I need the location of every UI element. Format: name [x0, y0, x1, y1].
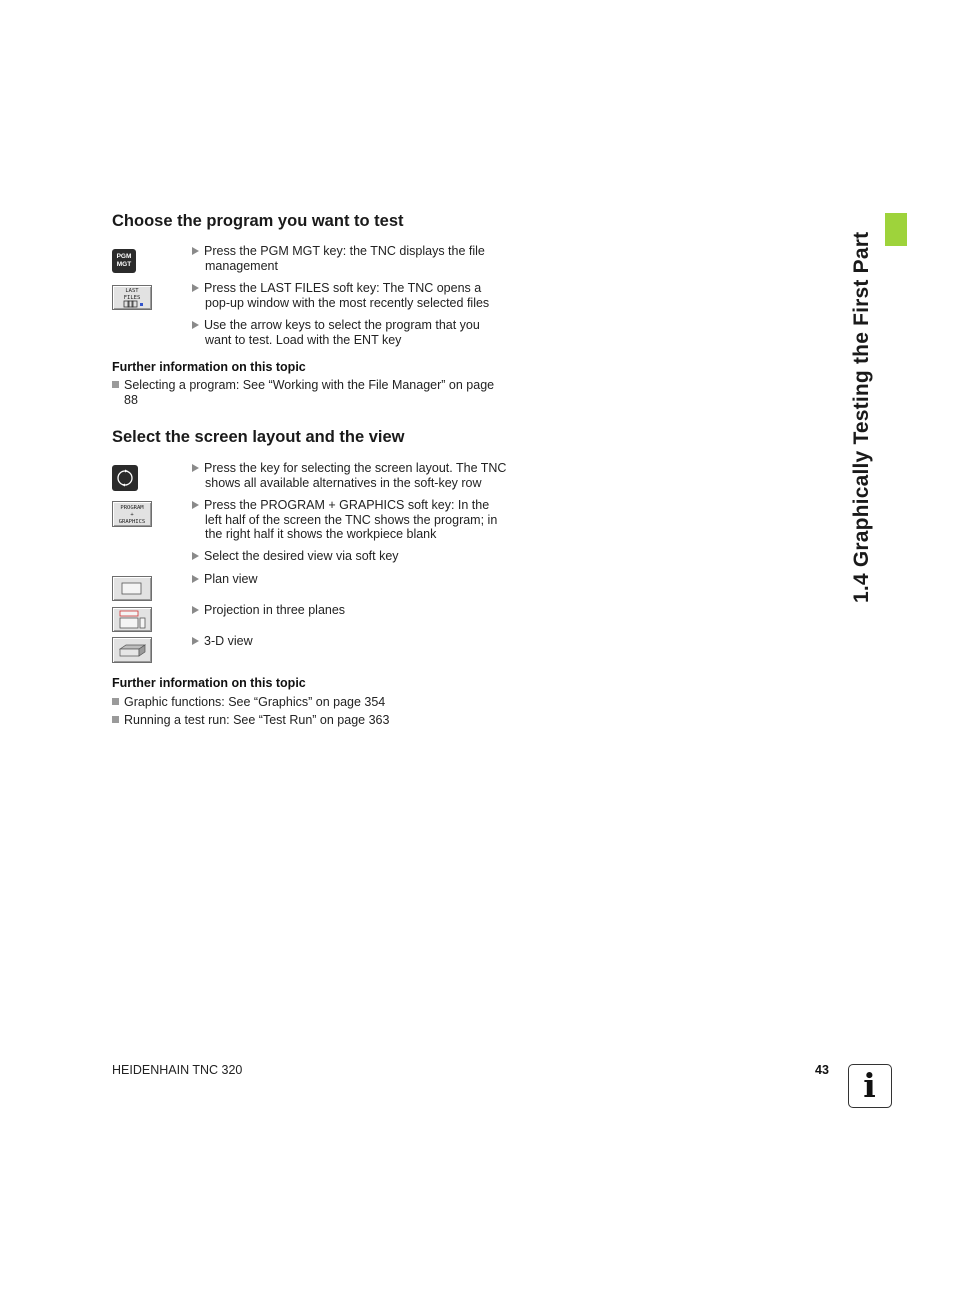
further-info-item: [112, 378, 512, 407]
chapter-title: 1.4 Graphically Testing the First Part: [850, 231, 873, 603]
arrow-right-icon: [192, 464, 199, 472]
arrow-right-icon: [192, 606, 199, 614]
footer-brand: HEIDENHAIN TNC 320: [112, 1063, 243, 1077]
pgm-mgt-key-label-1: PGM: [116, 253, 132, 260]
step-text: Press the key for selecting the screen layout. The TNC: [204, 461, 507, 475]
pgm-mgt-key-icon: [112, 249, 136, 273]
step-press-layout-key: [192, 461, 512, 490]
screen-layout-cycle-icon: [115, 468, 135, 488]
bullet-square-icon: [112, 381, 119, 388]
plan-view-icon: [121, 582, 143, 595]
3d-view-softkey-icon: [112, 637, 152, 663]
step-press-program-graphics: [192, 498, 512, 542]
step-press-pgm-mgt: [192, 244, 512, 273]
further-info-text: Selecting a program: See “Working with the File Manager” on page: [124, 378, 495, 392]
bullet-square-icon: [112, 698, 119, 705]
step-text-cont: left half of the screen the TNC shows the program; in: [205, 512, 498, 527]
program-graphics-label-3: GRAPHICS: [118, 519, 146, 525]
arrow-right-icon: [192, 247, 199, 255]
further-info-heading: Further information on this topic: [112, 676, 306, 690]
step-text: Plan view: [204, 572, 258, 586]
step-three-planes: [192, 603, 512, 618]
further-info-heading: Further information on this topic: [112, 360, 306, 374]
chapter-accent-bar: [885, 213, 907, 246]
step-select-view: [192, 549, 512, 564]
step-text-cont: shows all available alternatives in the soft-key row: [205, 475, 482, 490]
step-text-cont: want to test. Load with the ENT key: [205, 332, 402, 347]
step-text: Press the LAST FILES soft key: The TNC opens a: [204, 281, 482, 295]
program-graphics-softkey-icon: [112, 501, 152, 527]
step-text-cont: management: [205, 258, 278, 273]
step-text: Use the arrow keys to select the program that you: [204, 318, 480, 332]
step-press-last-files: [192, 281, 512, 310]
arrow-right-icon: [192, 637, 199, 645]
further-info-item: [112, 713, 512, 728]
info-icon: [848, 1064, 892, 1108]
further-info-item: [112, 695, 512, 710]
page-number: 43: [815, 1063, 829, 1077]
last-files-softkey-label-1: LAST: [125, 288, 139, 294]
program-graphics-label-1: PROGRAM: [120, 505, 144, 511]
arrow-right-icon: [192, 321, 199, 329]
step-text: Press the PROGRAM + GRAPHICS soft key: In the: [204, 498, 490, 512]
further-info-text: Running a test run: See “Test Run” on page 363: [124, 713, 390, 727]
step-text: Projection in three planes: [204, 603, 346, 617]
step-3d-view: [192, 634, 512, 649]
arrow-right-icon: [192, 501, 199, 509]
step-text: 3-D view: [204, 634, 253, 648]
program-graphics-label-2: +: [130, 512, 134, 518]
three-planes-softkey-icon: [112, 607, 152, 632]
arrow-right-icon: [192, 575, 199, 583]
step-text: Press the PGM MGT key: the TNC displays the file: [204, 244, 485, 258]
section-heading-screen-layout: Select the screen layout and the view: [112, 428, 405, 446]
arrow-right-icon: [192, 552, 199, 560]
last-files-softkey-label-2: FILES: [123, 295, 141, 301]
step-plan-view: [192, 572, 512, 587]
further-info-text-cont: 88: [124, 392, 138, 407]
last-files-softkey-icon: [112, 285, 152, 310]
info-glyph: i: [863, 1066, 876, 1105]
arrow-right-icon: [192, 284, 199, 292]
step-text-cont: pop-up window with the most recently selected files: [205, 295, 490, 310]
screen-layout-key-icon: [112, 465, 138, 491]
step-text: Select the desired view via soft key: [204, 549, 399, 563]
file-stack-icon: [123, 300, 145, 308]
three-planes-icon: [118, 610, 148, 630]
step-use-arrow-keys: [192, 318, 512, 347]
3d-view-icon: [118, 643, 148, 659]
step-text-cont: the right half it shows the workpiece blank: [205, 527, 437, 541]
further-info-text: Graphic functions: See “Graphics” on page 354: [124, 695, 386, 709]
bullet-square-icon: [112, 716, 119, 723]
plan-view-softkey-icon: [112, 576, 152, 601]
pgm-mgt-key-label-2: MGT: [116, 261, 132, 268]
section-heading-choose-program: Choose the program you want to test: [112, 212, 404, 230]
